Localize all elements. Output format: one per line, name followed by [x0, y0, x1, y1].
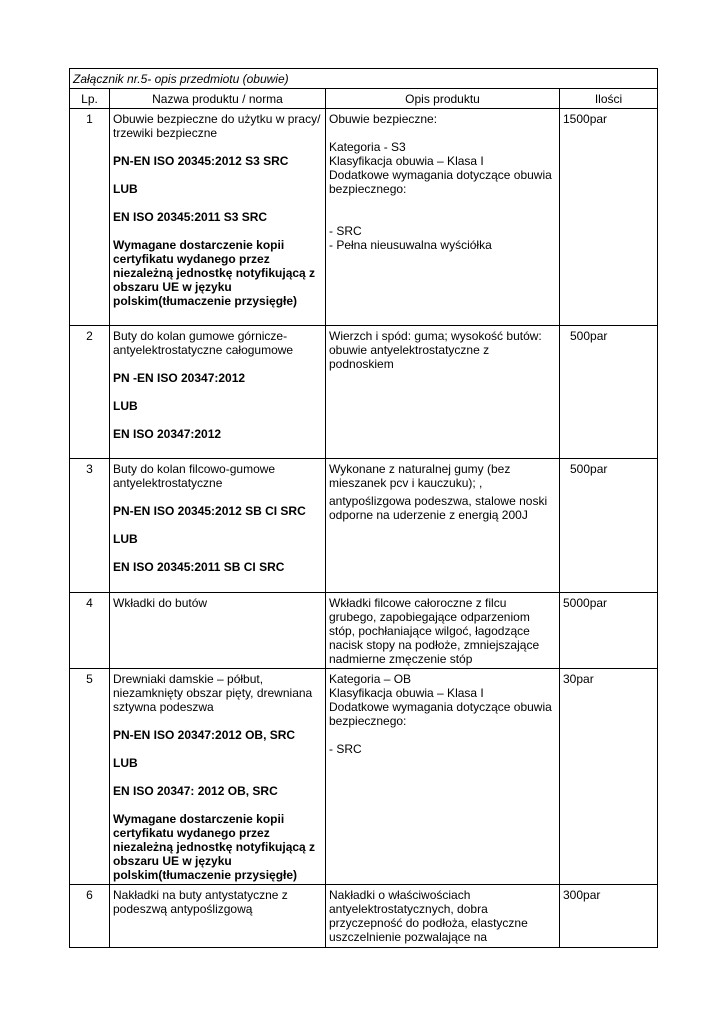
product-name: Buty do kolan gumowe górnicze- antyelektrostatyczne całogumowe [113, 329, 294, 357]
desc-extra-req: Dodatkowe wymagania dotyczące obuwia bezpiecznego: [329, 168, 552, 196]
desc-class: Klasyfikacja obuwia – Klasa I [329, 686, 484, 700]
product-table [69, 68, 658, 948]
norm-primary: PN-EN ISO 20345:2012 SB CI SRC [113, 504, 306, 518]
desc-intro: Obuwie bezpieczne: [329, 112, 438, 126]
product-name: Obuwie bezpieczne do użytku w pracy/ trzewiki bezpieczne [113, 112, 321, 140]
row-lp: 2 [70, 326, 110, 459]
table-row [70, 326, 658, 459]
certificate-requirement: Wymagane dostarczenie kopii certyfikatu wydanego przez niezależną jednostkę notyfikującą z obszaru UE w języku polskim(tłumaczenie przysięgłe) [113, 238, 316, 308]
row-qty: 300par [560, 885, 658, 948]
row-desc-cell [326, 459, 560, 593]
desc-category: Kategoria - S3 [329, 140, 406, 154]
norm-or: LUB [113, 399, 138, 413]
product-name: Drewniaki damskie – półbut, niezamknięty obszar pięty, drewniana sztywna podeszwa [113, 672, 313, 714]
norm-primary: PN -EN ISO 20347:2012 [113, 371, 246, 385]
row-lp: 5 [70, 669, 110, 885]
norm-alternative: EN ISO 20345:2011 SB CI SRC [113, 560, 285, 574]
row-desc: Nakładki o właściwościach antyelektrostatycznych, dobra przyczepność do podłoża, elastyczne uszczelnienie pozwalające na [326, 885, 560, 948]
row-desc: Wkładki filcowe całoroczne z filcu grubego, zapobiegające odparzeniom stóp, pochłaniające wilgoć, łagodzące nacisk stopy na podłoże, zmniejszające nadmierne zmęczenie stóp [326, 593, 560, 669]
norm-alternative: EN ISO 20347: 2012 OB, SRC [113, 784, 278, 798]
row-name-cell [110, 459, 326, 593]
norm-primary: PN-EN ISO 20347:2012 OB, SRC [113, 728, 296, 742]
norm-alternative: EN ISO 20347:2012 [113, 427, 222, 441]
row-desc-cell [326, 109, 560, 326]
row-qty: 500par [560, 326, 658, 459]
product-name: Buty do kolan filcowo-gumowe antyelektrostatyczne [113, 462, 276, 490]
desc-material: Wykonane z naturalnej gumy (bez mieszanek pcv i kauczuku); , [329, 462, 511, 490]
row-desc-cell [326, 669, 560, 885]
table-row [70, 593, 658, 669]
row-name-cell [110, 109, 326, 326]
table-row [70, 669, 658, 885]
row-name-cell [110, 669, 326, 885]
desc-insole: - Pełna nieusuwalna wyściółka [329, 238, 492, 252]
row-lp: 6 [70, 885, 110, 948]
norm-primary: PN-EN ISO 20345:2012 S3 SRC [113, 154, 289, 168]
certificate-requirement: Wymagane dostarczenie kopii certyfikatu wydanego przez niezależną jednostkę notyfikującą z obszaru UE w języku polskim(tłumaczenie przysięgłe) [113, 812, 316, 882]
table-row [70, 459, 658, 593]
row-lp: 1 [70, 109, 110, 326]
row-qty: 500par [560, 459, 658, 593]
header-qty: Ilości [560, 89, 658, 109]
table-caption: Załącznik nr.5- opis przedmiotu (obuwie) [70, 69, 658, 89]
header-desc: Opis produktu [326, 89, 560, 109]
desc-category: Kategoria – OB [329, 672, 412, 686]
product-name: Nakładki na buty antystatyczne z podeszwą antypoślizgową [110, 885, 326, 948]
norm-alternative: EN ISO 20345:2011 S3 SRC [113, 210, 268, 224]
header-name: Nazwa produktu / norma [110, 89, 326, 109]
desc-extra-req: Dodatkowe wymagania dotyczące obuwia bezpiecznego: [329, 700, 552, 728]
row-qty: 5000par [560, 593, 658, 669]
row-qty: 1500par [560, 109, 658, 326]
row-qty: 30par [560, 669, 658, 885]
norm-or: LUB [113, 532, 138, 546]
row-desc: Wierzch i spód: guma; wysokość butów: obuwie antyelektrostatyczne z podnoskiem [326, 326, 560, 459]
table-row [70, 885, 658, 948]
row-lp: 4 [70, 593, 110, 669]
norm-or: LUB [113, 182, 138, 196]
desc-sole: antypoślizgowa podeszwa, stalowe noski odporne na uderzenie z energią 200J [329, 494, 548, 522]
norm-or: LUB [113, 756, 138, 770]
product-name: Wkładki do butów [110, 593, 326, 669]
header-row [70, 89, 658, 109]
header-lp: Lp. [70, 89, 110, 109]
desc-src: - SRC [329, 224, 362, 238]
desc-class: Klasyfikacja obuwia – Klasa I [329, 154, 484, 168]
row-name-cell [110, 326, 326, 459]
table-row [70, 109, 658, 326]
desc-src: - SRC [329, 742, 362, 756]
row-lp: 3 [70, 459, 110, 593]
